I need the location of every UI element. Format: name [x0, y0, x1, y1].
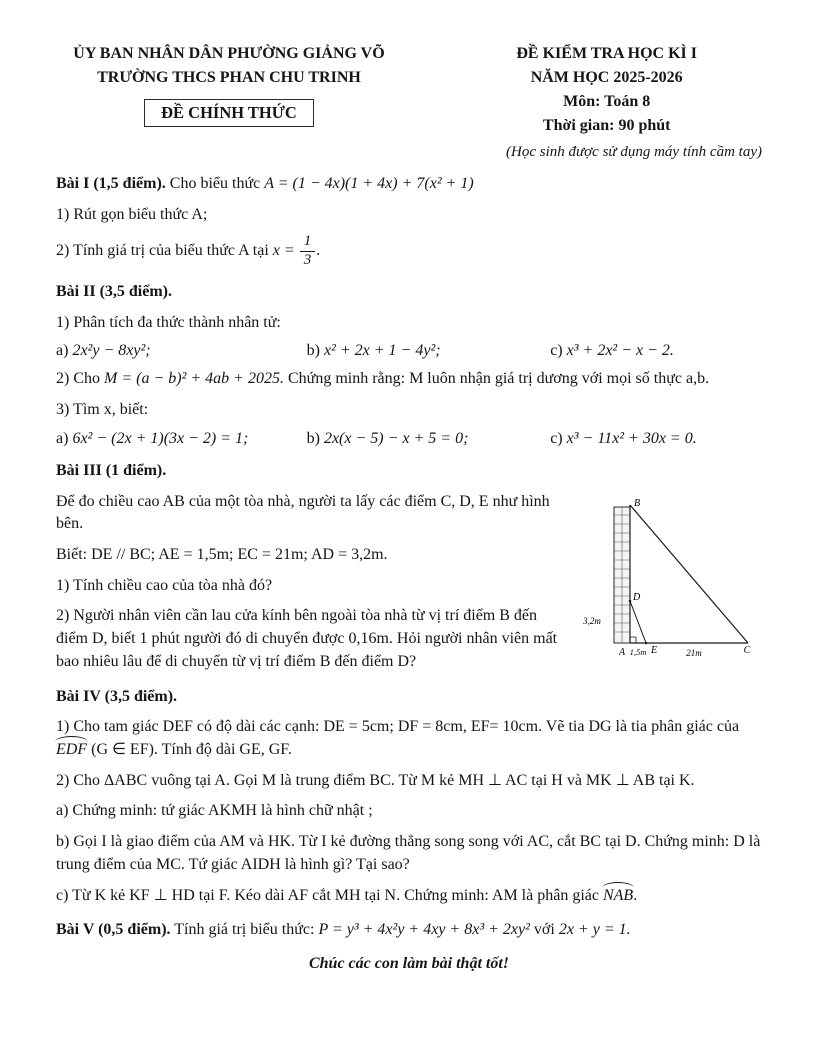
- item-math: x² + 2x + 1 − 4y²;: [323, 342, 441, 360]
- bai4-q1-pre: 1) Cho tam giác DEF có độ dài các cạnh: DE = 5cm; DF = 8cm, EF= 10cm. Vẽ tia DG là tia phân giác của: [56, 718, 740, 736]
- label-D: D: [633, 591, 641, 603]
- bai1-formula: A = (1 − 4x)(1 + 4x) + 7(x² + 1): [264, 175, 474, 192]
- bai2-q3a: [56, 430, 307, 448]
- bai5-condition: 2x + y = 1.: [558, 921, 631, 939]
- bai1-q2-text: 2) Tính giá trị của biểu thức A tại: [56, 242, 269, 260]
- calculator-note: (Học sinh được sử dụng máy tính cầm tay): [506, 144, 762, 160]
- item-math: x³ − 11x² + 30x = 0.: [566, 429, 697, 447]
- label-EC-length: 21m: [686, 647, 702, 658]
- bai2-q3c: [550, 430, 762, 448]
- fraction-numerator: 1: [300, 234, 316, 252]
- bai4-title: Bài IV (3,5 điểm).: [56, 687, 178, 705]
- bai2-q1-items: [56, 342, 762, 360]
- angle-NAB: NAB: [603, 885, 633, 908]
- bai3-p2: Biết: DE // BC; AE = 1,5m; EC = 21m; AD = 3,2m.: [56, 545, 388, 563]
- bai5-line: [56, 919, 762, 942]
- item-math: 2x²y − 8xy²;: [72, 342, 151, 360]
- org-name: ỦY BAN NHÂN DÂN PHƯỜNG GIẢNG VÕ: [73, 45, 385, 62]
- item-math: 2x(x − 5) − x + 5 = 0;: [323, 429, 469, 447]
- label-A: A: [618, 646, 626, 658]
- bai1-q2-var: x =: [272, 242, 295, 260]
- bai2-q2-pre: 2) Cho: [56, 370, 100, 388]
- building-triangle-figure: [580, 493, 762, 669]
- right-angle-marker: [630, 637, 636, 643]
- label-C: C: [743, 644, 751, 656]
- bai5-formula: P = y³ + 4x²y + 4xy + 8x³ + 2xy²: [318, 921, 530, 939]
- bai4-q1: [56, 716, 762, 761]
- bai1-title-line: [56, 173, 762, 196]
- bai4-q2c: [56, 885, 762, 908]
- bai2-q2-math: M = (a − b)² + 4ab + 2025.: [104, 370, 284, 388]
- bai4-q1-post: (G ∈ EF). Tính độ dài GE, GF.: [91, 741, 292, 758]
- badge-wrap: [56, 90, 402, 127]
- item-label: c): [550, 342, 563, 360]
- label-AE-length: 1,5m: [629, 646, 647, 657]
- bai2-q1c: [550, 342, 762, 360]
- label-AD-length: 3,2m: [583, 615, 601, 626]
- school-year: NĂM HỌC 2025-2026: [530, 69, 683, 86]
- bai2-q1a: [56, 342, 307, 360]
- bai2-q3b: [307, 430, 551, 448]
- bai3-body: [56, 491, 762, 674]
- header-right: [451, 42, 762, 138]
- angle-EDF: EDF: [56, 739, 87, 762]
- bai2-title-line: [56, 281, 762, 304]
- bai5-pre: Tính giá trị biểu thức:: [174, 921, 315, 939]
- item-label: b): [306, 429, 320, 447]
- bai2-q1: 1) Phân tích đa thức thành nhân tử:: [56, 313, 281, 331]
- closing-wish: Chúc các con làm bài thật tốt!: [308, 955, 509, 973]
- bai1-q1: 1) Rút gọn biểu thức A;: [56, 205, 208, 223]
- item-math: x³ + 2x² − x − 2.: [566, 342, 674, 360]
- school-name: TRƯỜNG THCS PHAN CHU TRINH: [97, 69, 361, 86]
- bai4-q2c-period: .: [633, 886, 638, 904]
- label-E: E: [651, 644, 658, 656]
- bai3-title: Bài III (1 điểm).: [56, 461, 167, 479]
- bai4-q2b: b) Gọi I là giao điểm của AM và HK. Từ I kẻ đường thẳng song song với AC, cắt BC tại D. Chứng minh: D là trung điểm của MC. Tứ giác AIDH là hình gì? Tại sao?: [56, 833, 761, 873]
- bai5-voi: với: [533, 921, 555, 939]
- bai2-q1b: [307, 342, 551, 360]
- bai4-q2c-pre: c) Từ K kẻ KF ⊥ HD tại F. Kéo dài AF cắt MH tại N. Chứng minh: AM là phân giác: [56, 886, 599, 904]
- bai4-q2a: a) Chứng minh: tứ giác AKMH là hình chữ nhật ;: [56, 802, 373, 820]
- bai4-q2: 2) Cho ΔABC vuông tại A. Gọi M là trung điểm BC. Từ M kẻ MH ⊥ AC tại H và MK ⊥ AB tại K.: [56, 771, 695, 789]
- bai1-q2: [56, 234, 762, 269]
- fraction-one-third: [300, 234, 316, 269]
- bai2-title: Bài II (3,5 điểm).: [56, 282, 172, 300]
- bai4-title-line: [56, 686, 762, 709]
- header: [56, 42, 762, 138]
- item-label: b): [306, 342, 320, 360]
- bai1-q2-period: .: [316, 242, 321, 260]
- label-B: B: [634, 497, 641, 509]
- bai2-q3-items: [56, 430, 762, 448]
- bai2-q2-post: Chứng minh rằng: M luôn nhận giá trị dương với mọi số thực a,b.: [287, 370, 710, 388]
- item-label: a): [56, 429, 69, 447]
- item-label: a): [56, 342, 69, 360]
- segment-BC: [630, 505, 748, 643]
- duration-line: Thời gian: 90 phút: [542, 117, 671, 134]
- bai1-intro: Cho biểu thức: [169, 175, 261, 192]
- item-label: c): [550, 429, 563, 447]
- exam-title: ĐỀ KIỂM TRA HỌC KÌ I: [516, 45, 697, 62]
- bai3-figure: [580, 493, 762, 669]
- bai3-q1: 1) Tính chiều cao của tòa nhà đó?: [56, 576, 273, 594]
- header-left: [56, 42, 402, 127]
- bai3-q2: 2) Người nhân viên cần lau cửa kính bên ngoài tòa nhà từ vị trí điểm B đến điểm D, biết 1 phút người đó di chuyển được 0,16m. Hỏi người nhân viên mất bao nhiêu lâu để di chuyển từ vị trí điểm B đến điểm D?: [56, 607, 558, 670]
- bai3-title-line: [56, 460, 762, 483]
- item-math: 6x² − (2x + 1)(3x − 2) = 1;: [72, 429, 249, 447]
- subject-line: Môn: Toán 8: [563, 93, 651, 110]
- official-exam-badge: ĐỀ CHÍNH THỨC: [144, 99, 314, 127]
- bai1-title: Bài I (1,5 điểm).: [56, 175, 166, 192]
- fraction-denominator: 3: [303, 252, 312, 269]
- point-E: [645, 641, 648, 644]
- bai2-q3: 3) Tìm x, biết:: [56, 401, 149, 419]
- bai2-q2: [56, 368, 762, 391]
- bai5-title: Bài V (0,5 điểm).: [56, 921, 171, 939]
- bai3-p1: Để đo chiều cao AB của một tòa nhà, người ta lấy các điểm C, D, E như hình bên.: [56, 492, 550, 533]
- point-D: [629, 599, 632, 602]
